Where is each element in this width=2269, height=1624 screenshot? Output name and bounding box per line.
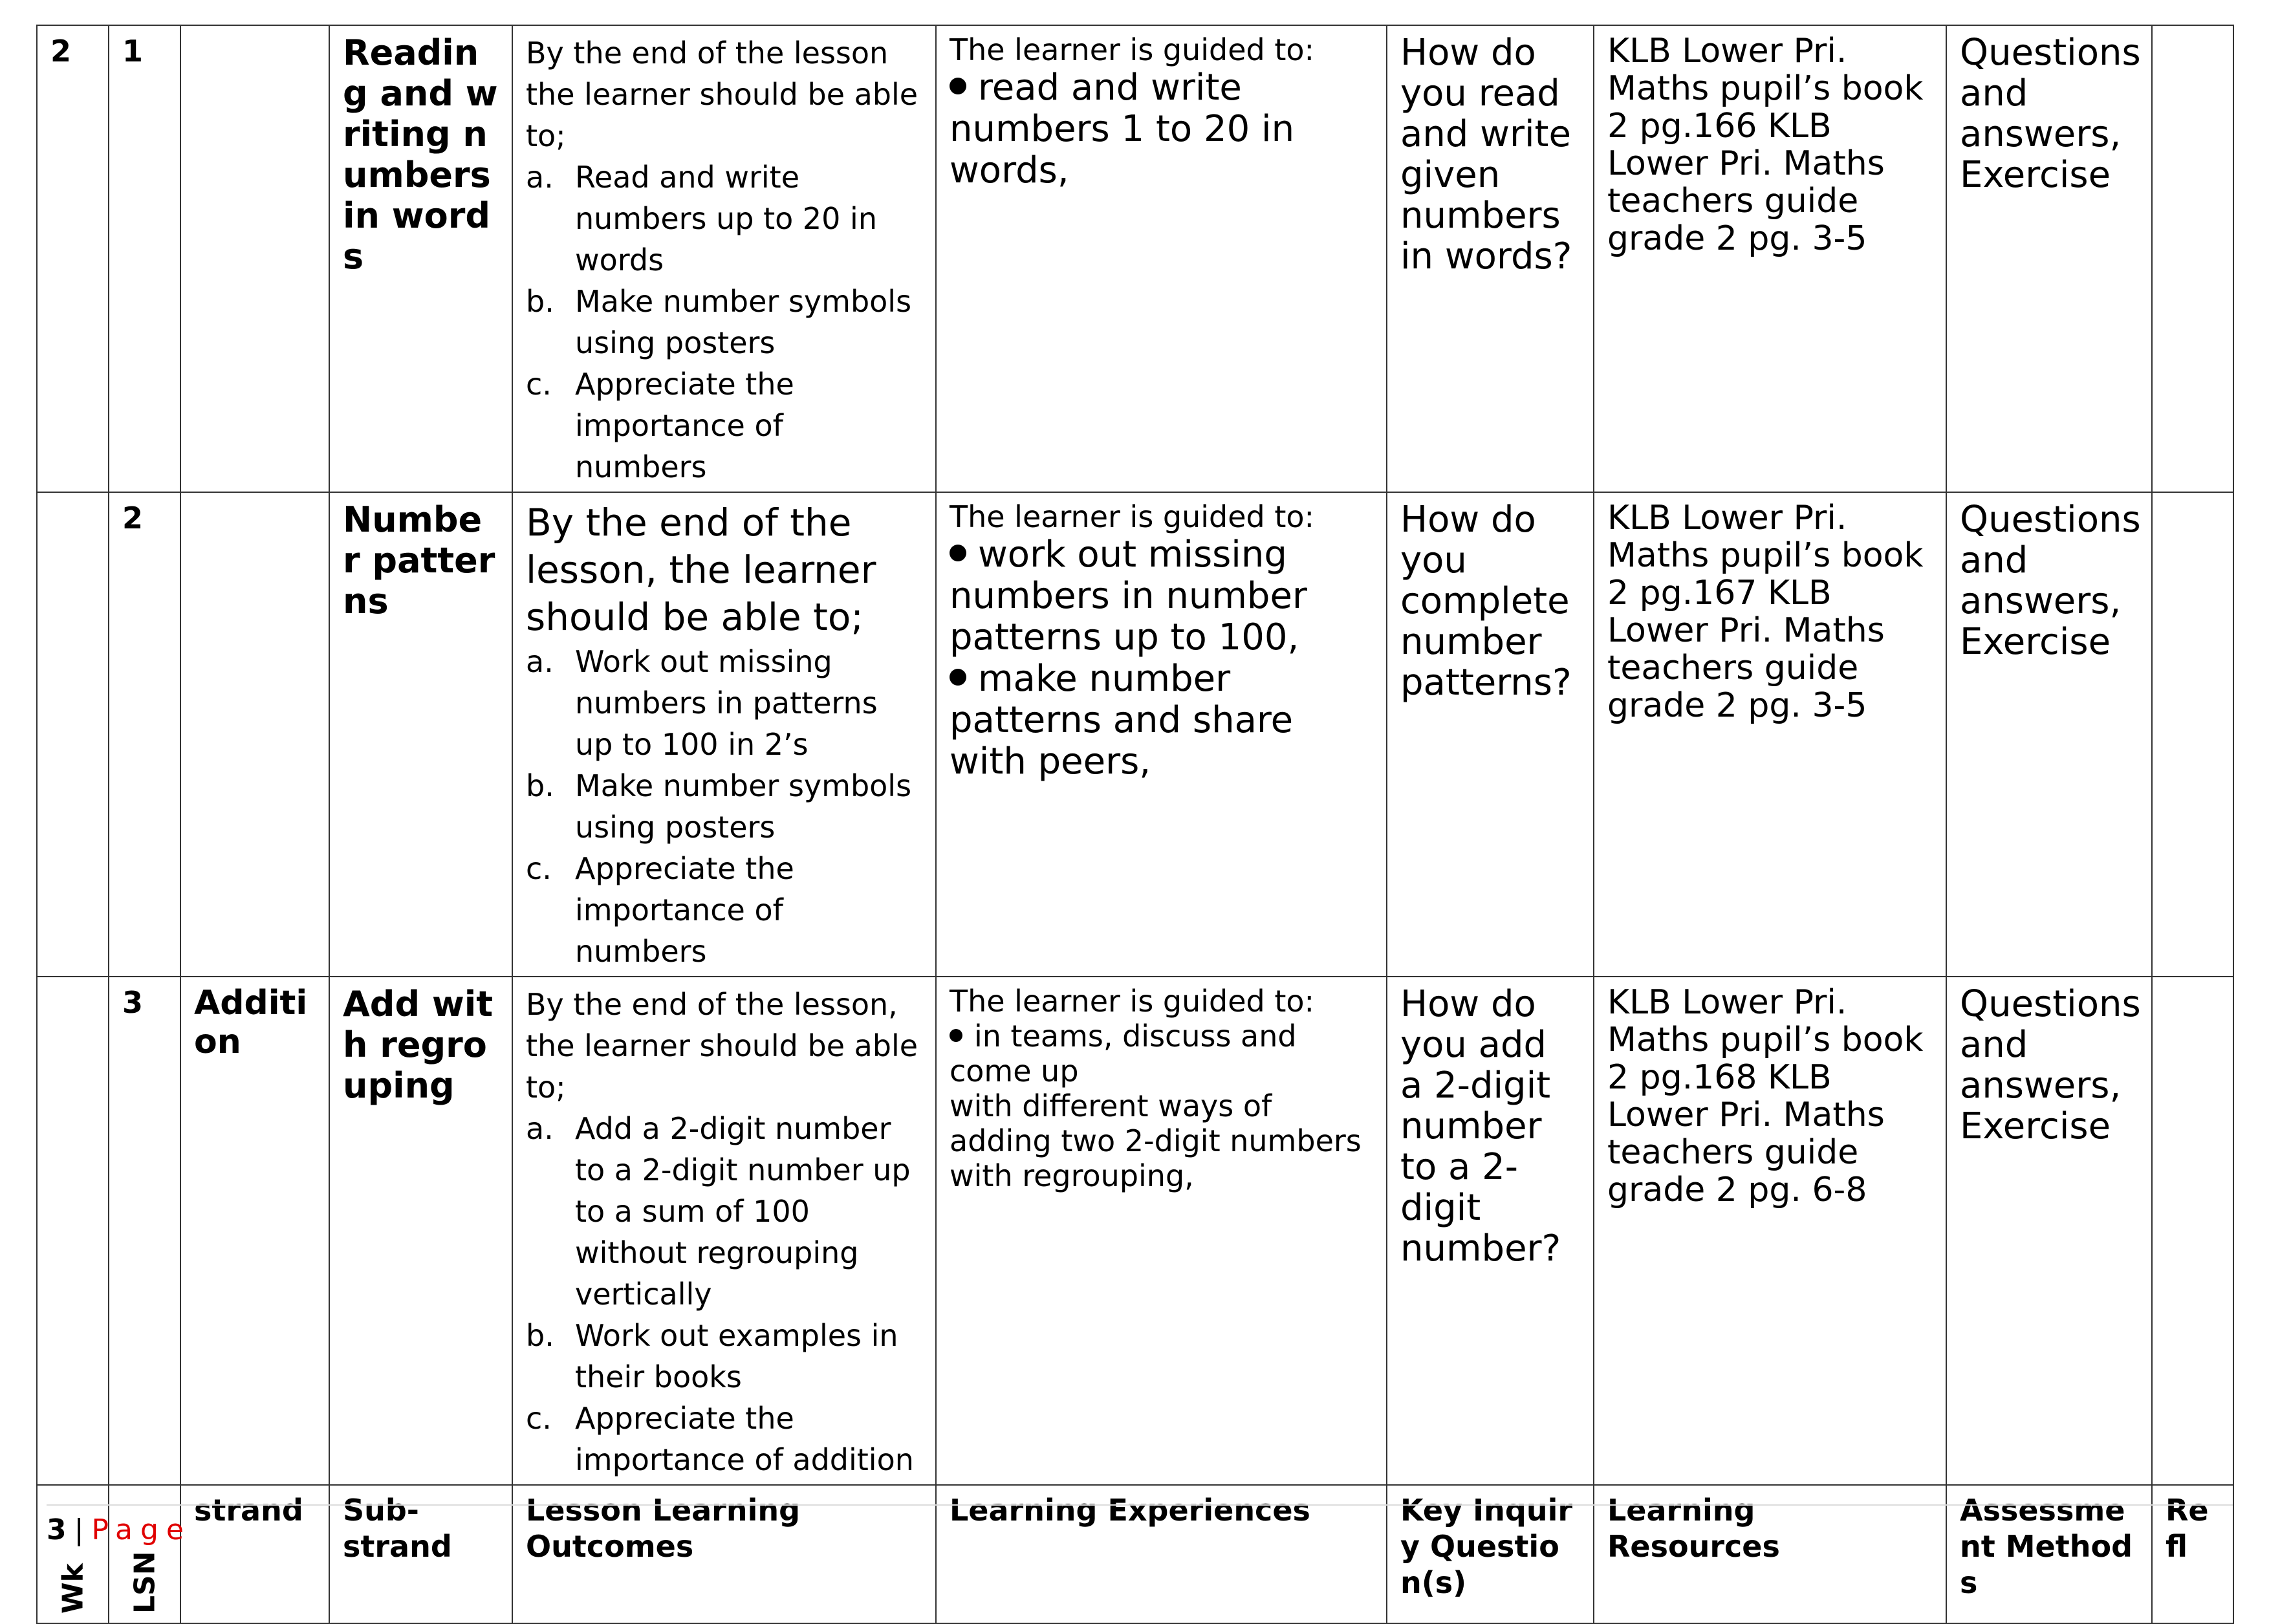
list-item: a. Read and write numbers up to 20 in words [526, 160, 877, 277]
list-item: work out missing numbers in number patterns up to 100, [950, 534, 1307, 658]
outcomes-list [526, 1108, 922, 1480]
strand-cell [180, 492, 329, 977]
outcomes-list [526, 641, 922, 972]
list-item: read and write numbers 1 to 20 in words, [950, 67, 1295, 191]
header-lesson-number [109, 1485, 180, 1623]
scheme-of-work-sheet [36, 25, 2233, 1624]
header-substrand: Sub-strand [329, 1485, 512, 1623]
experiences-intro: The learner is guided to: [950, 32, 1315, 67]
list-item: b. Work out examples in their books [526, 1318, 898, 1394]
outcomes-list [526, 157, 922, 488]
lesson-number-cell: 3 [109, 977, 180, 1485]
resources-cell: KLB Lower Pri. Maths pupil’s book 2 pg.168 KLB Lower Pri. Maths teachers guide grade 2 pg. 6-8 [1594, 977, 1946, 1485]
week-cell [37, 977, 109, 1485]
list-item: make number patterns and share with peers, [950, 658, 1294, 783]
strand-cell: Addition [180, 977, 329, 1485]
header-strand: strand [180, 1485, 329, 1623]
page-footer [47, 1513, 2233, 1546]
list-item: c. Appreciate the importance of numbers [526, 851, 794, 969]
substrand-cell: Number patterns [329, 492, 512, 977]
experiences-intro: The learner is guided to: [950, 984, 1315, 1019]
header-resources: Learning Resources [1594, 1485, 1946, 1623]
week-cell [37, 492, 109, 977]
bullet-icon [950, 78, 966, 94]
list-item: c. Appreciate the importance of addition [526, 1401, 914, 1477]
outcomes-intro: By the end of the lesson, the learner should be able to; [526, 987, 918, 1105]
bullet-icon [950, 669, 966, 686]
table-header-row [37, 1485, 2233, 1623]
page-label: Page [91, 1513, 191, 1546]
outcomes-cell [512, 977, 936, 1485]
reflection-cell [2152, 977, 2233, 1485]
experiences-cell [936, 25, 1387, 492]
header-lesson-number-label: LSN [128, 1551, 161, 1614]
scheme-of-work-table [36, 25, 2234, 1624]
bullet-icon [950, 1029, 962, 1042]
lesson-number-cell: 1 [109, 25, 180, 492]
resources-cell: KLB Lower Pri. Maths pupil’s book 2 pg.167 KLB Lower Pri. Maths teachers guide grade 2 pg. 3-5 [1594, 492, 1946, 977]
lesson-number-cell: 2 [109, 492, 180, 977]
header-week-label: Wk [56, 1563, 89, 1614]
footer-separator: | [74, 1513, 84, 1546]
experiences-continuation: with different ways of adding two 2-digit numbers with regrouping, [950, 1088, 1362, 1193]
assessment-cell: Questions and answers, Exercise [1946, 25, 2152, 492]
key-question-cell: How do you complete number patterns? [1387, 492, 1594, 977]
list-item: a. Add a 2-digit number to a 2-digit number up to a sum of 100 without regrouping vertically [526, 1111, 911, 1312]
outcomes-intro: By the end of the lesson the learner should be able to; [526, 36, 918, 153]
substrand-cell: Reading and writing numbers in words [329, 25, 512, 492]
strand-cell [180, 25, 329, 492]
header-experiences: Learning Experiences [936, 1485, 1387, 1623]
list-item: a. Work out missing numbers in patterns up to 100 in 2’s [526, 644, 878, 762]
week-cell: 2 [37, 25, 109, 492]
list-item: b. Make number symbols using posters [526, 768, 912, 845]
assessment-cell: Questions and answers, Exercise [1946, 977, 2152, 1485]
bullet-icon [950, 545, 966, 561]
outcomes-cell [512, 492, 936, 977]
key-question-cell: How do you add a 2-digit number to a 2-digit number? [1387, 977, 1594, 1485]
outcomes-cell [512, 25, 936, 492]
header-assessment: Assessment Methods [1946, 1485, 2152, 1623]
resources-cell: KLB Lower Pri. Maths pupil’s book 2 pg.166 KLB Lower Pri. Maths teachers guide grade 2 pg. 3-5 [1594, 25, 1946, 492]
key-question-cell: How do you read and write given numbers in words? [1387, 25, 1594, 492]
experiences-cell [936, 977, 1387, 1485]
reflection-cell [2152, 25, 2233, 492]
list-item: c. Appreciate the importance of numbers [526, 367, 794, 484]
footer-divider [47, 1504, 2233, 1506]
assessment-cell: Questions and answers, Exercise [1946, 492, 2152, 977]
table-row [37, 977, 2233, 1485]
header-outcomes: Lesson Learning Outcomes [512, 1485, 936, 1623]
header-key-question: Key Inquiry Question(s) [1387, 1485, 1594, 1623]
page-number: 3 [47, 1513, 67, 1546]
substrand-cell: Add with regrouping [329, 977, 512, 1485]
outcomes-intro: By the end of the lesson, the learner should be able to; [526, 501, 876, 639]
table-row [37, 492, 2233, 977]
list-item: b. Make number symbols using posters [526, 284, 912, 360]
experiences-cell [936, 492, 1387, 977]
reflection-cell [2152, 492, 2233, 977]
table-row [37, 25, 2233, 492]
header-week [37, 1485, 109, 1623]
experiences-intro: The learner is guided to: [950, 499, 1315, 534]
list-item: in teams, discuss and come up [950, 1019, 1297, 1088]
header-reflection: Refl [2152, 1485, 2233, 1623]
